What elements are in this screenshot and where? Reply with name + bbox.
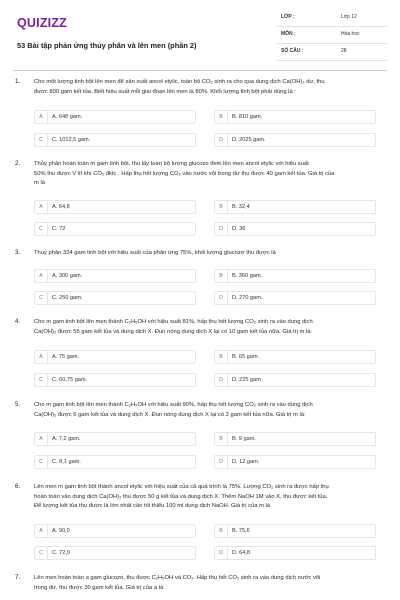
option-text: C. 250 gam. [52,295,83,301]
option-text: D. 36 [232,226,246,232]
question-number: 6. [15,483,21,490]
question-text [34,249,380,259]
question-line: trong dư, thu được 30 gam kết tủa. Giá trị của a là [34,584,164,591]
meta-row-class [277,10,387,27]
option-letter: A [35,111,48,123]
option-text: C. 72,0 [52,550,71,556]
question-line: 50% thu được V lít khí CO₂ đktc . Hấp thụ hết lượng CO₂ vào nước vôi trong dư thu được 40 gam kết tủa. Giá trị của [34,170,335,177]
option-b[interactable] [214,524,376,538]
option-text: B. 360 gam. [232,273,263,279]
option-text: C. 8,1 gam. [52,459,81,465]
option-text: B. 9 gam. [232,436,256,442]
option-a[interactable] [34,524,196,538]
option-text: D. 64,8 [232,550,251,556]
option-d[interactable] [214,373,376,387]
question-line: Cho m gam tinh bột lên men thành C₂H₅OH với hiệu suất 81%, hấp thụ hết lượng CO₂ sinh ra vào dung dịch [34,319,313,325]
quizizz-logo: QUIZIZZ [17,16,68,30]
option-c[interactable] [34,373,196,387]
question-line: Lên men m gam tinh bột thành ancol etylic với hiệu suất của cả quá trình là 75%. Lượng CO₂ sinh ra được hấp thụ [34,484,329,490]
option-b[interactable] [214,200,376,214]
meta-row-count [277,44,387,61]
meta-value: Lớp 12 [341,14,357,20]
option-b[interactable] [214,432,376,446]
option-text: C. 1012,5 gam. [52,137,91,143]
option-letter: D [215,374,228,386]
option-letter: D [215,134,228,146]
option-letter: B [215,433,228,445]
option-letter: C [35,134,48,146]
question-number: 4. [15,318,21,325]
option-text: B. 75,6 [232,528,250,534]
question-text [34,574,380,593]
option-text: A. 90,0 [52,528,70,534]
meta-row-subject [277,27,387,44]
option-letter: A [35,351,48,363]
option-letter: D [215,223,228,235]
question-number: 1. [15,78,21,85]
question-number: 2. [15,160,21,167]
option-d[interactable] [214,222,376,236]
worksheet-meta-table [277,10,387,61]
worksheet-header [13,10,387,62]
question-line: hoàn toàn vào dung dịch Ca(OH)₂ thu được 50 g kết tủa và dung dịch X. Thêm NaOH 1M vào X, thu được kết tủa. [34,493,328,500]
question-text [34,160,380,189]
question-line: Ca(OH)₂ được 6 gam kết tủa và dung dịch X. Đun nóng dung dịch X lại có 2 gam kết tủa nữa. Giá trị m là: [34,411,306,418]
option-letter: B [215,201,228,213]
option-text: B. 810 gam. [232,114,263,120]
option-text: A. 300 gam. [52,273,83,279]
header-divider [13,70,387,71]
question-text [34,401,380,420]
option-letter: A [35,270,48,282]
meta-value: 28 [341,48,347,54]
meta-label: MÔN : [281,31,296,37]
question-line: Để lượng kết tủa thu được là lớn nhất cần tối thiểu 100 ml dung dịch NaOH. Giá trị của m là [34,503,271,510]
question-line: Ca(OH)₂ được 55 gam kết tủa và dung dịch X. Đun nóng dung dịch X lại có 10 gam kết tủa nữa. Giá trị m là: [34,328,313,335]
option-text: A. 75 gam. [52,354,80,360]
option-text: C. 60,75 gam. [52,377,88,383]
question-text [34,78,380,97]
question-line: Lên men hoàn toàn a gam glucozo, thu được C₂H₅OH và CO₂. Hấp thụ hết CO₂ sinh ra vào dung dịch nước vôi [34,575,321,581]
question-text [34,483,380,512]
option-letter: B [215,111,228,123]
option-letter: B [215,351,228,363]
option-c[interactable] [34,133,196,147]
option-text: D. 12 gam. [232,459,260,465]
question-line: m là [34,180,45,187]
question-line: Cho một lượng tinh bột lên men để sản xuất ancol etylic, toàn bộ CO₂ sinh ra cho qua dung dịch Ca(OH)₂ dư, thu [34,79,325,85]
option-d[interactable] [214,455,376,469]
option-d[interactable] [214,291,376,305]
option-c[interactable] [34,546,196,560]
meta-label: LỚP : [281,14,295,20]
question-number: 5. [15,401,21,408]
option-letter: D [215,547,228,559]
option-b[interactable] [214,269,376,283]
option-text: D. 2025 gam. [232,137,266,143]
option-a[interactable] [34,432,196,446]
question-line: Thủy phân hoàn toàn m gam tinh bột, thu lấy toàn bộ lượng glucozo đem lên men ancol etylic với hiệu suất [34,161,309,167]
option-b[interactable] [214,350,376,364]
option-letter: C [35,292,48,304]
option-a[interactable] [34,200,196,214]
option-letter: C [35,374,48,386]
meta-label: SỐ CÂU : [281,48,304,54]
option-a[interactable] [34,110,196,124]
meta-value: Hóa học [341,31,360,37]
question-text [34,318,380,337]
option-d[interactable] [214,133,376,147]
option-text: C. 72 [52,226,66,232]
option-b[interactable] [214,110,376,124]
option-c[interactable] [34,291,196,305]
option-letter: B [215,525,228,537]
option-letter: B [215,270,228,282]
option-letter: A [35,525,48,537]
option-letter: C [35,223,48,235]
option-text: A. 64,8 [52,204,70,210]
option-text: A. 648 gam. [52,114,83,120]
option-letter: C [35,547,48,559]
question-number: 7. [15,574,21,581]
option-a[interactable] [34,269,196,283]
option-d[interactable] [214,546,376,560]
option-c[interactable] [34,455,196,469]
option-letter: D [215,456,228,468]
option-text: D. 225 gam [232,377,261,383]
option-c[interactable] [34,222,196,236]
option-letter: A [35,433,48,445]
option-letter: A [35,201,48,213]
question-line: Thuỷ phân 324 gam tinh bột với hiệu suất của phản ứng 75%, khối lượng glucozơ thu được là [34,250,276,256]
option-text: B. 65 gam. [232,354,260,360]
option-text: A. 7,2 gam. [52,436,81,442]
option-text: D. 270 gam. [232,295,263,301]
option-letter: D [215,292,228,304]
option-a[interactable] [34,350,196,364]
option-text: B. 32,4 [232,204,250,210]
question-number: 3. [15,249,21,256]
question-line: Cho m gam tinh bột lên men thành C₂H₅OH với hiệu suất 90%, hấp thụ hết lượng CO₂ sinh ra vào dung dịch [34,402,313,408]
question-line: được 800 gam kết tủa. Biết hiệu suất mỗi giai đoạn lên men là 80%. Khối lượng tinh bột phải dùng là : [34,88,296,95]
worksheet-title: 53 Bài tập phản ứng thủy phân và lên men (phần 2) [17,41,197,50]
option-letter: C [35,456,48,468]
